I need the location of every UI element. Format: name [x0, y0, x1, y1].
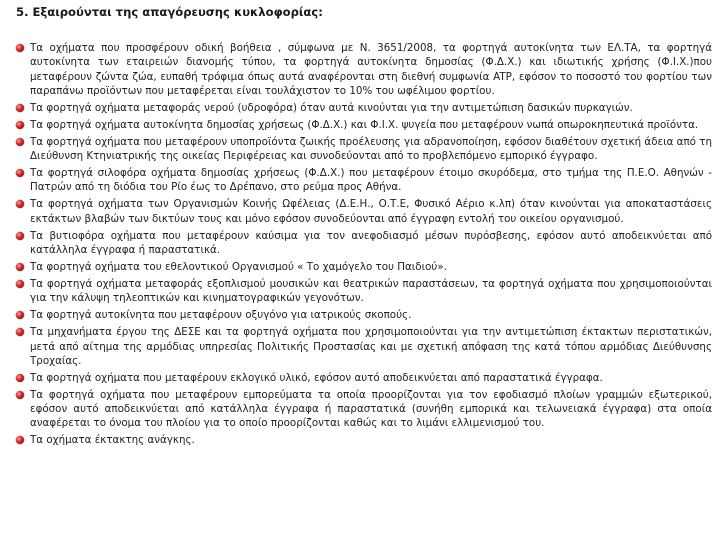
red-ball-bullet-icon: [16, 263, 24, 271]
list-item: [14, 166, 712, 195]
list-item-text: Τα οχήματα έκτακτης ανάγκης.: [30, 434, 195, 447]
list-item: [14, 229, 712, 258]
red-ball-bullet-icon: [16, 104, 24, 112]
list-item-text: Τα φορτηγά οχήματα των Οργανισμών Κοινής Ωφέλειας (Δ.Ε.Η., Ο.Τ.Ε, Φυσικό Αέριο κ.λπ) όταν κινούνται για αποκαταστάσεις εκτάκτων βλαβών των δικτύων τους και μόνο εφόσον συνοδεύονται από έγγραφη εντολή του οικείου οργανισμού.: [30, 198, 712, 225]
red-ball-bullet-icon: [16, 200, 24, 208]
list-item-text: Τα φορτηγά σιλοφόρα οχήματα δημοσίας χρήσεως (Φ.Δ.Χ.) που μεταφέρουν έτοιμο σκυρόδεμα, στο τμήμα της Π.Ε.Ο. Αθηνών - Πατρών από τη διόδια του Ρίο έως το Δρέπανο, στο ρεύμα προς Αθήνα.: [30, 167, 712, 194]
list-item-text: Τα φορτηγά οχήματα που μεταφέρουν εκλογικό υλικό, εφόσον αυτό αποδεικνύεται από παραστατικά έγγραφα.: [30, 371, 603, 384]
list-item: [14, 325, 712, 368]
list-item: [14, 135, 712, 164]
red-ball-bullet-icon: [16, 328, 24, 336]
list-item-text: Τα οχήματα που προσφέρουν οδική βοήθεια , σύμφωνα με Ν. 3651/2008, τα φορτηγά αυτοκίνητα των ΕΛ.ΤΑ, τα φορτηγά αυτοκίνητα των εταιρειών διανομής τύπου, τα φορτηγά αυτοκίνητα δημοσίας (Φ.Δ.Χ.) και ιδιωτικής χρήσης (Φ.Ι.Χ.)που μεταφέρουν ζώντα ζώα, ευπαθή τρόφιμα όπως αυτά αναφέρονται στη διεθνή συμφωνία ATP, εφόσον το ποσοστό του φορτίου των παραπάνω προϊόντων που μεταφέρεται είναι τουλάχιστον το 10% του ωφέλιμου φορτίου.: [30, 42, 712, 97]
red-ball-bullet-icon: [16, 280, 24, 288]
red-ball-bullet-icon: [16, 169, 24, 177]
red-ball-bullet-icon: [16, 232, 24, 240]
red-ball-bullet-icon: [16, 311, 24, 319]
list-item: [14, 308, 712, 322]
list-item-text: Τα φορτηγά οχήματα μεταφοράς εξοπλισμού μουσικών και θεατρικών παραστάσεων, τα φορτηγά οχήματα που χρησιμοποιούνται για την κάλυψη τηλεοπτικών και κινηματογραφικών γεγονότων.: [30, 277, 712, 305]
list-item: [14, 433, 712, 447]
section-heading: 5. Εξαιρούνται της απαγόρευσης κυκλοφορίας:: [16, 5, 323, 19]
red-ball-bullet-icon: [16, 121, 24, 129]
list-item-text: Τα φορτηγά αυτοκίνητα που μεταφέρουν οξυγόνο για ιατρικούς σκοπούς.: [30, 309, 412, 322]
exemptions-list: [14, 41, 712, 448]
list-item: [14, 197, 712, 226]
list-item-text: Τα φορτηγά οχήματα που μεταφέρουν υποπροϊόντα ζωικής προέλευσης για αδρανοποίηση, εφόσον διαθέτουν σχετική άδεια από τη Διεύθυνση Κτηνιατρικής της οικείας Περιφέρειας και συνοδεύονται από το προβλεπόμενο εμπορικό έγγραφο.: [30, 135, 712, 163]
red-ball-bullet-icon: [16, 374, 24, 382]
list-item: [14, 41, 712, 98]
list-item: [14, 388, 712, 431]
list-item-text: Τα φορτηγά οχήματα του εθελοντικού Οργανισμού « Το χαμόγελο του Παιδιού».: [30, 260, 447, 273]
red-ball-bullet-icon: [16, 138, 24, 146]
list-item: [14, 260, 712, 274]
red-ball-bullet-icon: [16, 391, 24, 399]
red-ball-bullet-icon: [16, 436, 24, 444]
list-item: [14, 277, 712, 306]
list-item-text: Τα φορτηγά οχήματα που μεταφέρουν εμπορεύματα τα οποία προορίζονται για τον εφοδιασμό πλοίων γραμμών εξωτερικού, εφόσον αυτό αποδεικνύεται από κατάλληλα έγγραφα ή παραστατικά (συνήθη εμπορικά και τελωνειακά έγγραφα) στα οποία αναφέρεται το όνομα του πλοίου για το οποίο προορίζονται καθώς και το λιμάνι ελλιμενισμού του.: [30, 388, 712, 430]
list-item-text: Τα βυτιοφόρα οχήματα που μεταφέρουν καύσιμα για τον ανεφοδιασμό μέσων πυρόσβεσης, εφόσον αυτό αποδεικνύεται από κατάλληλα έγγραφα ή παραστατικά.: [30, 229, 712, 256]
list-item-text: Τα φορτηγά οχήματα μεταφοράς νερού (υδροφόρα) όταν αυτά κινούνται για την αντιμετώπιση δασικών πυρκαγιών.: [30, 101, 633, 114]
red-ball-bullet-icon: [16, 44, 24, 52]
list-item: [14, 371, 712, 385]
list-item: [14, 101, 712, 115]
list-item-text: Τα φορτηγά οχήματα αυτοκίνητα δημοσίας χρήσεως (Φ.Δ.Χ.) και Φ.Ι.Χ. ψυγεία που μεταφέρουν νωπά οπωροκηπευτικά προϊόντα.: [30, 118, 699, 131]
list-item-text: Τα μηχανήματα έργου της ΔΕΣΕ και τα φορτηγά οχήματα που χρησιμοποιούνται για την αντιμετώπιση έκτακτων περιστατικών, μετά από αίτημα της αρμόδιας υπηρεσίας Πολιτικής Προστασίας και με σχετική απόφαση της κατά τόπου αρμόδιας Διεύθυνσης Τροχαίας.: [30, 326, 712, 367]
list-item: [14, 118, 712, 132]
